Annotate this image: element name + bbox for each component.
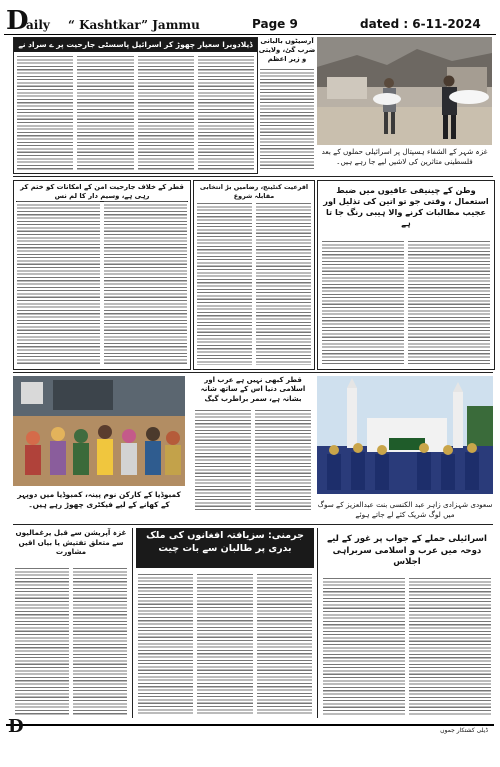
text-column	[77, 56, 133, 170]
column-rule	[317, 528, 318, 718]
bottom-center-banner: جرمنی: سزیافتہ افغانوں کی ملک بدری پر طالبان سے بات چیت	[136, 528, 314, 568]
top-news-photo	[317, 37, 492, 145]
text-column	[138, 574, 193, 716]
side-body-text	[260, 69, 314, 169]
column-rule	[132, 528, 133, 718]
section-rule	[13, 524, 493, 525]
top-left-headline: ڈیلادوبرا سعیار چھوڑ کر اسرائیل پاسسٹی جارحیت پر ے سراد نے	[14, 38, 257, 52]
left-news-photo	[13, 376, 185, 486]
left-mid-story	[13, 180, 191, 370]
text-column	[260, 69, 314, 169]
mid-body-text	[197, 203, 311, 365]
page-number: Page 9	[252, 17, 298, 31]
left-mid-body-text	[17, 201, 187, 365]
footer-rule	[6, 724, 494, 726]
text-column	[256, 203, 311, 365]
right-news-photo	[317, 376, 493, 494]
right-mid-story	[317, 180, 495, 370]
center-mid-headline: قطر کبھی نہیں ہے عرب اور اسلامی دنیا اس کے ساتھ شانہ بشانہ ہے، سمر براطرب گیگ	[200, 376, 306, 403]
text-column	[323, 578, 405, 716]
left-mid-headline: قطر کے خلاف جارحیت امن کے امکانات کو ختم کر رہی ہے، وسیم دار کا لم نس	[16, 183, 188, 202]
gaza-hospital-photo	[317, 37, 492, 145]
bottom-center-story	[136, 528, 314, 718]
top-photo-caption: غزہ شہر کے الشفاء ہسپتال پر اسرائیلی حملوں کے بعد فلسطینی متاثرین کی لاشیں لیے جا رہے ہیں۔	[321, 147, 488, 166]
funeral-procession-photo	[317, 376, 493, 494]
masthead-aily: aily	[26, 18, 50, 32]
right-mid-body-text	[322, 241, 490, 365]
text-column	[257, 574, 312, 716]
text-column	[198, 56, 254, 170]
mid-headline: اقرعیت کنٹینج، رضامیں بڑ انتخابی مقابلہ شروع	[199, 183, 309, 200]
cambodia-workers-photo	[13, 376, 185, 486]
bottom-left-story	[13, 528, 129, 718]
text-column	[17, 201, 100, 365]
section-rule	[13, 176, 493, 177]
right-photo-caption: سعودی شہزادی زاہر عبد الکنسی بنت عبدالعزیز کے سوگ میں لوگ شریک کئے لے جاتے ہوئے	[317, 500, 493, 519]
section-rule	[13, 372, 493, 373]
text-column	[138, 56, 194, 170]
bottom-right-headline: اسرائیلی حملے کے جواب پر غور کے لیے دوحہ میں عرب و اسلامی سربراہی اجلاس	[327, 534, 487, 568]
top-right-side-story	[258, 37, 316, 172]
top-left-story	[13, 37, 258, 174]
bottom-center-body-text	[138, 574, 312, 716]
text-column	[195, 410, 251, 510]
footer-note: ڈیلی کشتکار جموں	[440, 727, 488, 734]
issue-date: dated : 6-11-2024	[360, 17, 481, 31]
left-photo-caption: کمبوڈیا کے کارکن نوم پینہ، کمبوڈیا میں دوپہر کے کھانے کے لیے فیکٹری چھوڑ رہے ہیں۔	[17, 490, 181, 509]
masthead-letter-d: D	[6, 6, 29, 36]
text-column	[197, 203, 252, 365]
text-column	[409, 578, 491, 716]
text-column	[15, 568, 69, 716]
text-column	[255, 410, 311, 510]
bottom-right-story	[321, 528, 493, 718]
right-mid-headline: وطن کے چینیقی عاقیوں میں ضبط استعمال ، وقتی جو تو اتین کی تذلیل اور عجیب مطالبات کرنے والا ہیبی رنگ جا تا ہے	[323, 185, 489, 229]
newspaper-name: “ Kashtkar” Jammu	[68, 18, 200, 32]
text-column	[104, 201, 187, 365]
bottom-right-body-text	[323, 578, 491, 716]
text-column	[197, 574, 252, 716]
mid-story	[193, 180, 315, 370]
bottom-left-body-text	[15, 568, 127, 716]
bottom-left-headline: غزہ آپریشن سے قبل یرغمالیوں سے متعلق تفتیش یا بیاں اقیں مشاورت	[15, 528, 127, 557]
text-column	[322, 241, 404, 365]
text-column	[73, 568, 127, 716]
top-left-body-text	[17, 56, 254, 170]
text-column	[17, 56, 73, 170]
top-right-side-headline: آرسیٹوں بالبانی ضرب گئ، ولایتی و زیر اعظم	[258, 37, 316, 64]
text-column	[408, 241, 490, 365]
footer-letter: D	[8, 716, 24, 737]
center-mid-body-text	[195, 410, 311, 510]
masthead	[4, 6, 496, 36]
center-mid-story	[193, 376, 313, 514]
